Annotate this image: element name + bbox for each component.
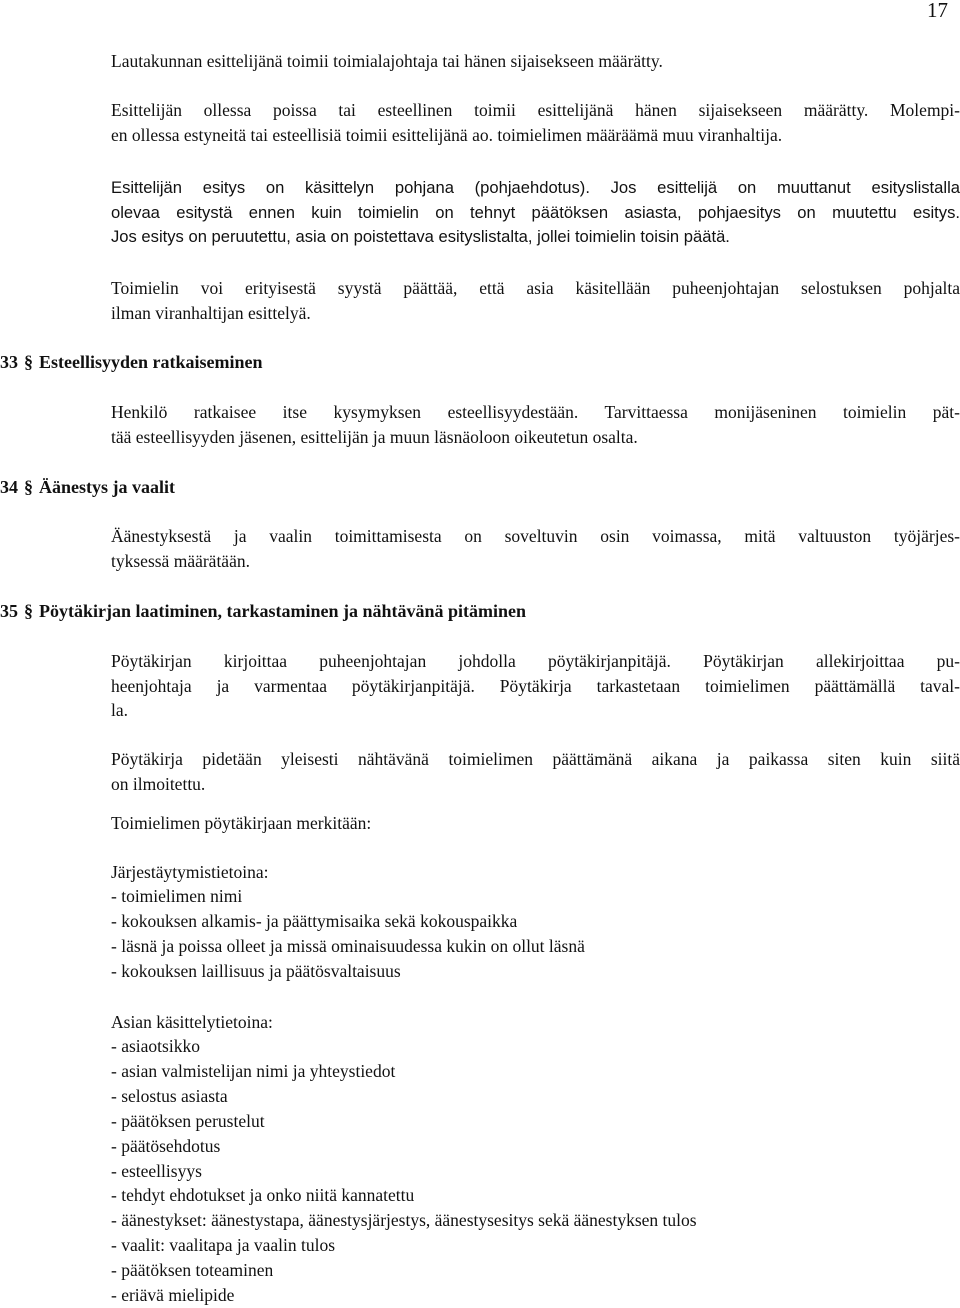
intro-paragraph-2: [111, 98, 960, 147]
text-line: tyksessä määrätään.: [111, 550, 250, 571]
section-33-heading: [0, 350, 269, 374]
section-symbol: §: [24, 477, 33, 497]
text-line: en ollessa estyneitä tai esteellisiä toimii esittelijänä ao. toimielimen määräämä muu viranhaltija.: [111, 124, 783, 145]
section-number: 33: [0, 352, 18, 372]
case-info-title: Asian käsittelytietoina:: [111, 1012, 273, 1032]
org-info-list: [111, 884, 585, 984]
section-number: 35: [0, 601, 18, 621]
list-item: - kokouksen alkamis- ja päättymisaika sekä kokouspaikka: [111, 910, 518, 931]
list-item: - asiaotsikko: [111, 1036, 200, 1056]
section-35-paragraph-2: [111, 747, 960, 796]
text-line: la.: [111, 700, 129, 720]
list-item: - eriävä mielipide: [111, 1285, 235, 1306]
list-item: - päätösehdotus: [111, 1135, 221, 1156]
section-35-heading: [0, 599, 532, 623]
list-item: - selostus asiasta: [111, 1085, 228, 1106]
text-line: on ilmoitettu.: [111, 773, 206, 794]
org-info-title: Järjestäytymistietoina:: [111, 862, 269, 882]
list-item: - vaalit: vaalitapa ja vaalin tulos: [111, 1235, 336, 1256]
section-34-heading: [0, 475, 181, 499]
text-line: tää esteellisyyden jäsenen, esittelijän ja muun läsnäoloon oikeutetun osalta.: [111, 426, 638, 447]
text-line: Jos esitys on peruutettu, asia on poistettava esityslistalta, jollei toimielin toisin päätä.: [111, 227, 730, 246]
list-item: - päätöksen perustelut: [111, 1110, 265, 1131]
section-34-paragraph: [111, 524, 960, 573]
list-item: - läsnä ja poissa olleet ja missä ominaisuudessa kukin on ollut läsnä: [111, 935, 585, 956]
intro-paragraph-3: [111, 176, 960, 250]
text-line: Äänestyksestä ja vaalin toimittamisesta on soveltuvin osin voimassa, mitä valtuuston työjärjes-: [111, 526, 960, 546]
list-item: - asian valmistelijan nimi ja yhteystiedot: [111, 1060, 396, 1081]
section-35-paragraph-3: Toimielimen pöytäkirjaan merkitään:: [111, 813, 372, 833]
list-item: - toimielimen nimi: [111, 886, 243, 906]
list-item: - päätöksen toteaminen: [111, 1260, 274, 1281]
intro-paragraph-1: Lautakunnan esittelijänä toimii toimialajohtaja tai hänen sijaisekseen määrätty.: [111, 51, 663, 71]
text-line: Esittelijän ollessa poissa tai esteellinen toimii esittelijänä hänen sijaisekseen määrätty. Molempi-: [111, 100, 960, 120]
section-number: 34: [0, 477, 18, 497]
text-line: Toimielin voi erityisestä syystä päättää, että asia käsitellään puheenjohtajan selostuksen pohjalta: [111, 278, 960, 298]
section-title: Pöytäkirjan laatiminen, tarkastaminen ja nähtävänä pitäminen: [39, 601, 527, 621]
list-item: - äänestykset: äänestystapa, äänestysjärjestys, äänestysesitys sekä äänestyksen tulos: [111, 1210, 697, 1231]
text-line: olevaa esitystä ennen kuin toimielin on tehnyt päätöksen asiasta, pohjaesitys on muutettu esitys.: [111, 202, 960, 222]
intro-paragraph-4: [111, 276, 960, 325]
list-item: - kokouksen laillisuus ja päätösvaltaisuus: [111, 960, 401, 981]
list-item: - tehdyt ehdotukset ja onko niitä kannatettu: [111, 1185, 415, 1206]
section-33-paragraph: [111, 400, 960, 449]
section-35-paragraph-1: [111, 649, 960, 723]
section-symbol: §: [24, 352, 33, 372]
section-title: Esteellisyyden ratkaiseminen: [39, 352, 263, 372]
section-symbol: §: [24, 601, 33, 621]
page-number: 17: [927, 0, 948, 22]
text-line: heenjohtaja ja varmentaa pöytäkirjanpitäjä. Pöytäkirja tarkastetaan toimielimen päättämällä taval-: [111, 675, 960, 696]
text-line: Esittelijän esitys on käsittelyn pohjana (pohjaehdotus). Jos esittelijä on muuttanut esityslistalla: [111, 178, 960, 197]
case-info-list: [111, 1034, 697, 1308]
text-line: Pöytäkirja pidetään yleisesti nähtävänä toimielimen päättämänä aikana ja paikassa siten kuin siitä: [111, 749, 960, 769]
text-line: Pöytäkirjan kirjoittaa puheenjohtajan johdolla pöytäkirjanpitäjä. Pöytäkirjan allekirjoittaa pu-: [111, 651, 960, 671]
section-title: Äänestys ja vaalit: [39, 477, 175, 497]
list-item: - esteellisyys: [111, 1160, 202, 1181]
text-line: ilman viranhaltijan esittelyä.: [111, 302, 311, 323]
text-line: Henkilö ratkaisee itse kysymyksen esteellisyydestään. Tarvittaessa monijäseninen toimielin pät-: [111, 402, 960, 422]
